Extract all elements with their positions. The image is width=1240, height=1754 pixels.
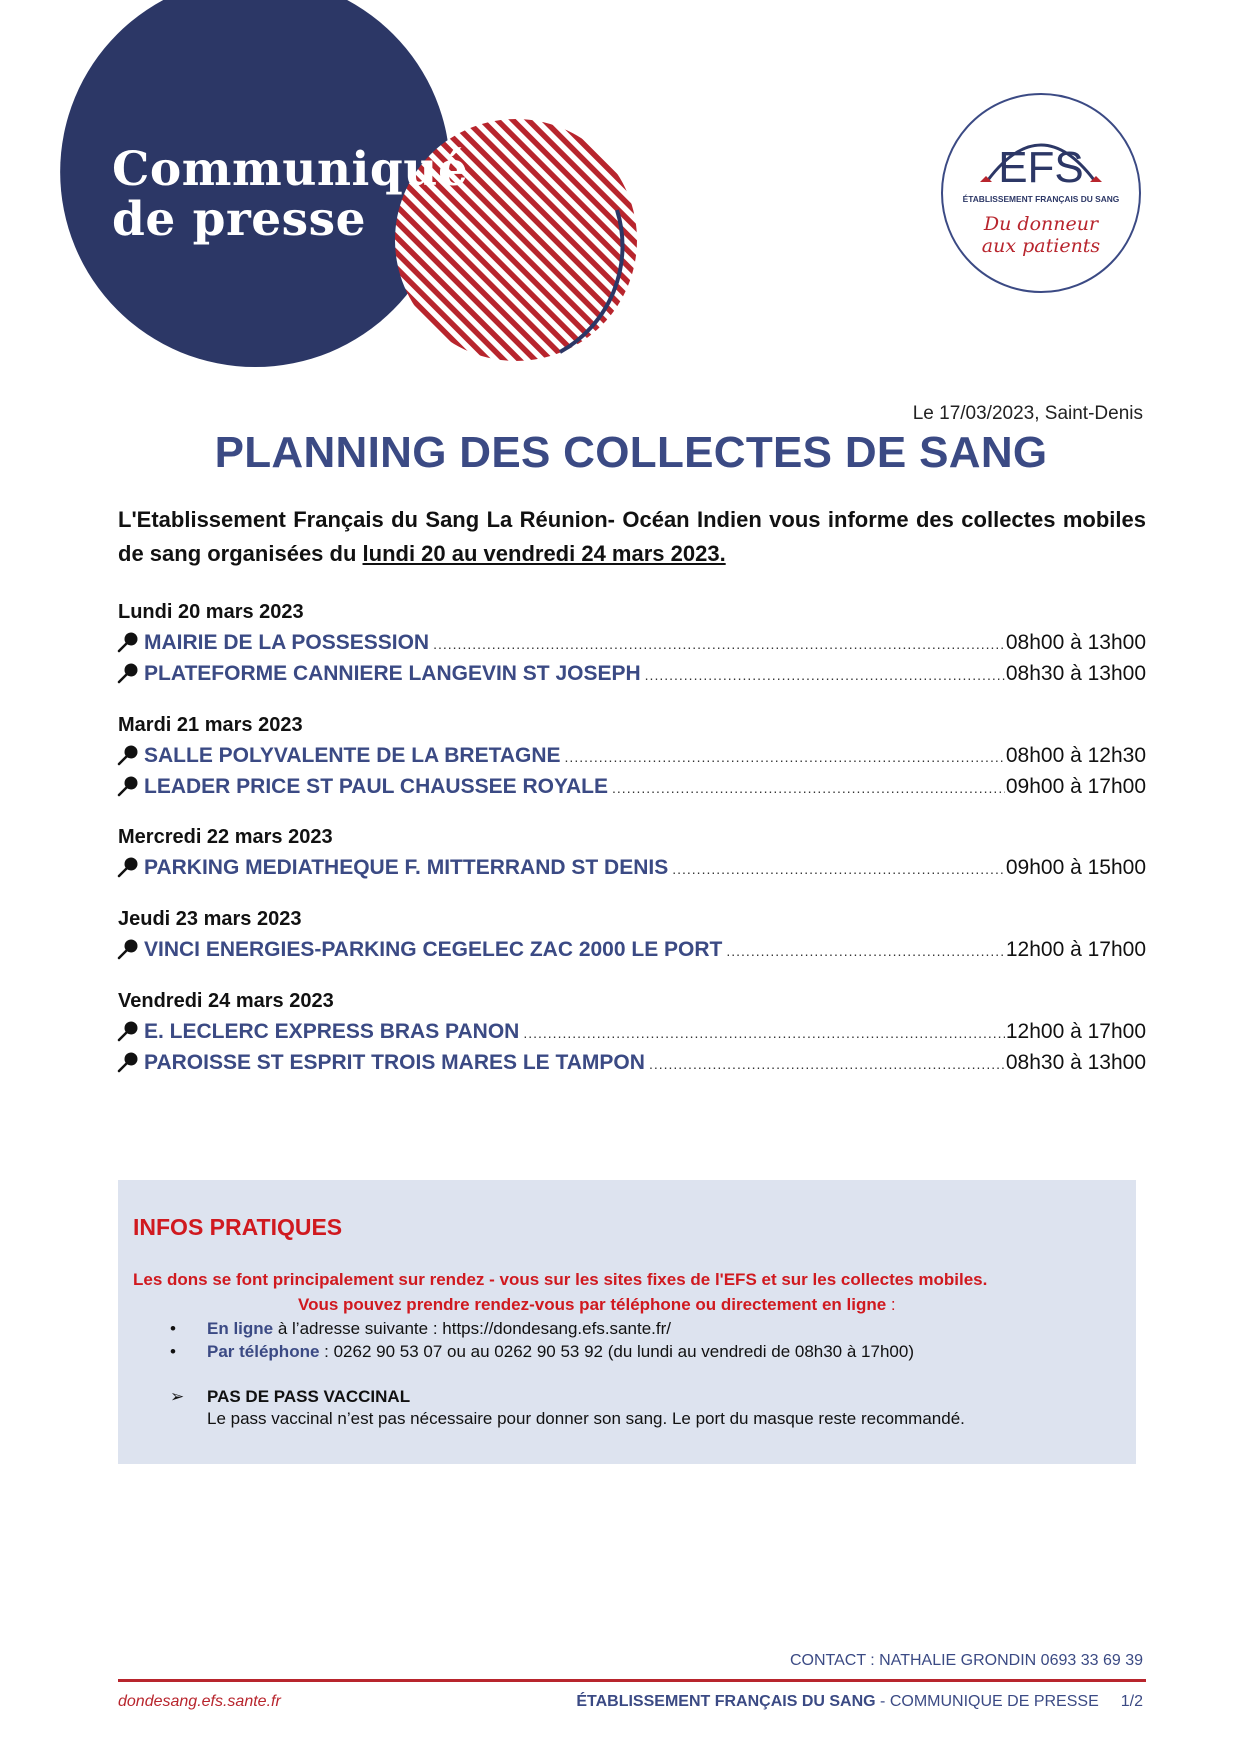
infos-line-booking bbox=[298, 1295, 896, 1315]
pass-text: Le pass vaccinal n’est pas nécessaire pour donner son sang. Le port du masque reste recommandé. bbox=[207, 1409, 965, 1428]
header-title-line2: de presse bbox=[112, 192, 366, 247]
footer-divider bbox=[118, 1679, 1146, 1682]
collecte-row bbox=[116, 627, 1146, 655]
dot-leader bbox=[672, 861, 1005, 877]
header-graphic bbox=[0, 0, 700, 380]
dot-leader bbox=[523, 1025, 1005, 1041]
pin-icon bbox=[116, 1020, 144, 1048]
bullet-dot-icon: • bbox=[170, 1342, 176, 1361]
pin-icon bbox=[116, 938, 144, 966]
bullet-dot-icon: • bbox=[170, 1319, 176, 1338]
bullet-phone-lead: Par téléphone bbox=[207, 1342, 320, 1361]
collecte-row bbox=[116, 1047, 1146, 1075]
dot-leader bbox=[726, 943, 1004, 959]
day-heading: Lundi 20 mars 2023 bbox=[118, 601, 304, 623]
collecte-time: 09h00 à 15h00 bbox=[1005, 856, 1146, 879]
footer-website-link[interactable]: dondesang.efs.sante.fr bbox=[118, 1693, 281, 1710]
logo-tagline-1: Du donneur bbox=[983, 213, 1099, 235]
footer-doc-type: - COMMUNIQUE DE PRESSE bbox=[875, 1693, 1099, 1710]
intro-text: L'Etablissement Français du Sang La Réunion- Océan Indien vous informe des collectes mobiles de sang organisées du bbox=[118, 507, 1146, 566]
collecte-row bbox=[116, 658, 1146, 686]
dot-leader bbox=[433, 636, 1005, 652]
arrow-bullet-icon: ➢ bbox=[170, 1387, 185, 1406]
collecte-time: 12h00 à 17h00 bbox=[1005, 938, 1146, 961]
efs-logo bbox=[940, 92, 1142, 294]
infos-line-booking-text: Vous pouvez prendre rendez-vous par téléphone ou directement en ligne bbox=[298, 1295, 887, 1314]
collecte-time: 08h30 à 13h00 bbox=[1005, 662, 1146, 685]
footer-org-name: ÉTABLISSEMENT FRANÇAIS DU SANG bbox=[576, 1693, 876, 1710]
collecte-time: 12h00 à 17h00 bbox=[1005, 1020, 1146, 1043]
collecte-place: PAROISSE ST ESPRIT TROIS MARES LE TAMPON bbox=[144, 1051, 645, 1074]
bullet-phone-text: : 0262 90 53 07 ou au 0262 90 53 92 (du lundi au vendredi de 08h30 à 17h00) bbox=[319, 1342, 914, 1361]
contact-line: CONTACT : NATHALIE GRONDIN 0693 33 69 39 bbox=[789, 1652, 1143, 1669]
collecte-place: E. LECLERC EXPRESS BRAS PANON bbox=[144, 1020, 520, 1043]
bullet-phone bbox=[170, 1342, 914, 1362]
dot-leader bbox=[565, 749, 1005, 765]
collecte-place: MAIRIE DE LA POSSESSION bbox=[144, 631, 430, 654]
collecte-place: PARKING MEDIATHEQUE F. MITTERRAND ST DENIS bbox=[144, 856, 669, 879]
document-title: PLANNING DES COLLECTES DE SANG bbox=[214, 428, 1048, 477]
collecte-row bbox=[116, 1016, 1146, 1044]
collecte-row bbox=[116, 740, 1146, 768]
header-title-line1: Communiqué bbox=[112, 142, 469, 197]
collecte-time: 09h00 à 17h00 bbox=[1005, 775, 1146, 798]
footer-org bbox=[576, 1693, 1143, 1711]
collecte-place: PLATEFORME CANNIERE LANGEVIN ST JOSEPH bbox=[144, 662, 641, 685]
collecte-row bbox=[116, 934, 1146, 962]
intro-dates: lundi 20 au vendredi 24 mars 2023. bbox=[362, 541, 726, 566]
logo-tagline-2: aux patients bbox=[981, 235, 1101, 257]
day-heading: Jeudi 23 mars 2023 bbox=[118, 908, 302, 930]
dot-leader bbox=[612, 780, 1005, 796]
day-heading: Mardi 21 mars 2023 bbox=[118, 714, 303, 736]
pin-icon bbox=[116, 631, 144, 659]
logo-brand: EFS bbox=[998, 143, 1084, 192]
infos-title: INFOS PRATIQUES bbox=[133, 1214, 343, 1240]
bullet-online bbox=[170, 1319, 671, 1339]
bullet-online-text: à l’adresse suivante : https://dondesang.efs.sante.fr/ bbox=[273, 1319, 671, 1338]
document-date: Le 17/03/2023, Saint-Denis bbox=[912, 403, 1143, 424]
bullet-online-lead: En ligne bbox=[207, 1319, 274, 1338]
pin-icon bbox=[116, 856, 144, 884]
pin-icon bbox=[116, 1051, 144, 1079]
pass-title: PAS DE PASS VACCINAL bbox=[207, 1387, 411, 1406]
collecte-place: LEADER PRICE ST PAUL CHAUSSEE ROYALE bbox=[144, 775, 609, 798]
dot-leader bbox=[649, 1056, 1005, 1072]
collecte-row bbox=[116, 771, 1146, 799]
pass-heading bbox=[170, 1387, 410, 1407]
infos-line-appointments: Les dons se font principalement sur rendez - vous sur les sites fixes de l'EFS et sur les collectes mobiles. bbox=[133, 1270, 988, 1289]
pin-icon bbox=[116, 744, 144, 772]
day-heading: Mercredi 22 mars 2023 bbox=[118, 826, 333, 848]
collecte-time: 08h00 à 12h30 bbox=[1005, 744, 1146, 767]
collecte-time: 08h30 à 13h00 bbox=[1005, 1051, 1146, 1074]
intro-paragraph bbox=[118, 503, 1146, 571]
collecte-row bbox=[116, 852, 1146, 880]
collecte-place: VINCI ENERGIES-PARKING CEGELEC ZAC 2000 LE PORT bbox=[144, 938, 723, 961]
logo-org-name: ÉTABLISSEMENT FRANÇAIS DU SANG bbox=[962, 194, 1120, 204]
collecte-place: SALLE POLYVALENTE DE LA BRETAGNE bbox=[144, 744, 561, 767]
footer-page-number: 1/2 bbox=[1120, 1693, 1143, 1710]
day-heading: Vendredi 24 mars 2023 bbox=[118, 990, 334, 1012]
collecte-time: 08h00 à 13h00 bbox=[1005, 631, 1146, 654]
infos-line-booking-end: : bbox=[886, 1295, 896, 1314]
dot-leader bbox=[645, 667, 1005, 683]
pin-icon bbox=[116, 775, 144, 803]
pin-icon bbox=[116, 662, 144, 690]
